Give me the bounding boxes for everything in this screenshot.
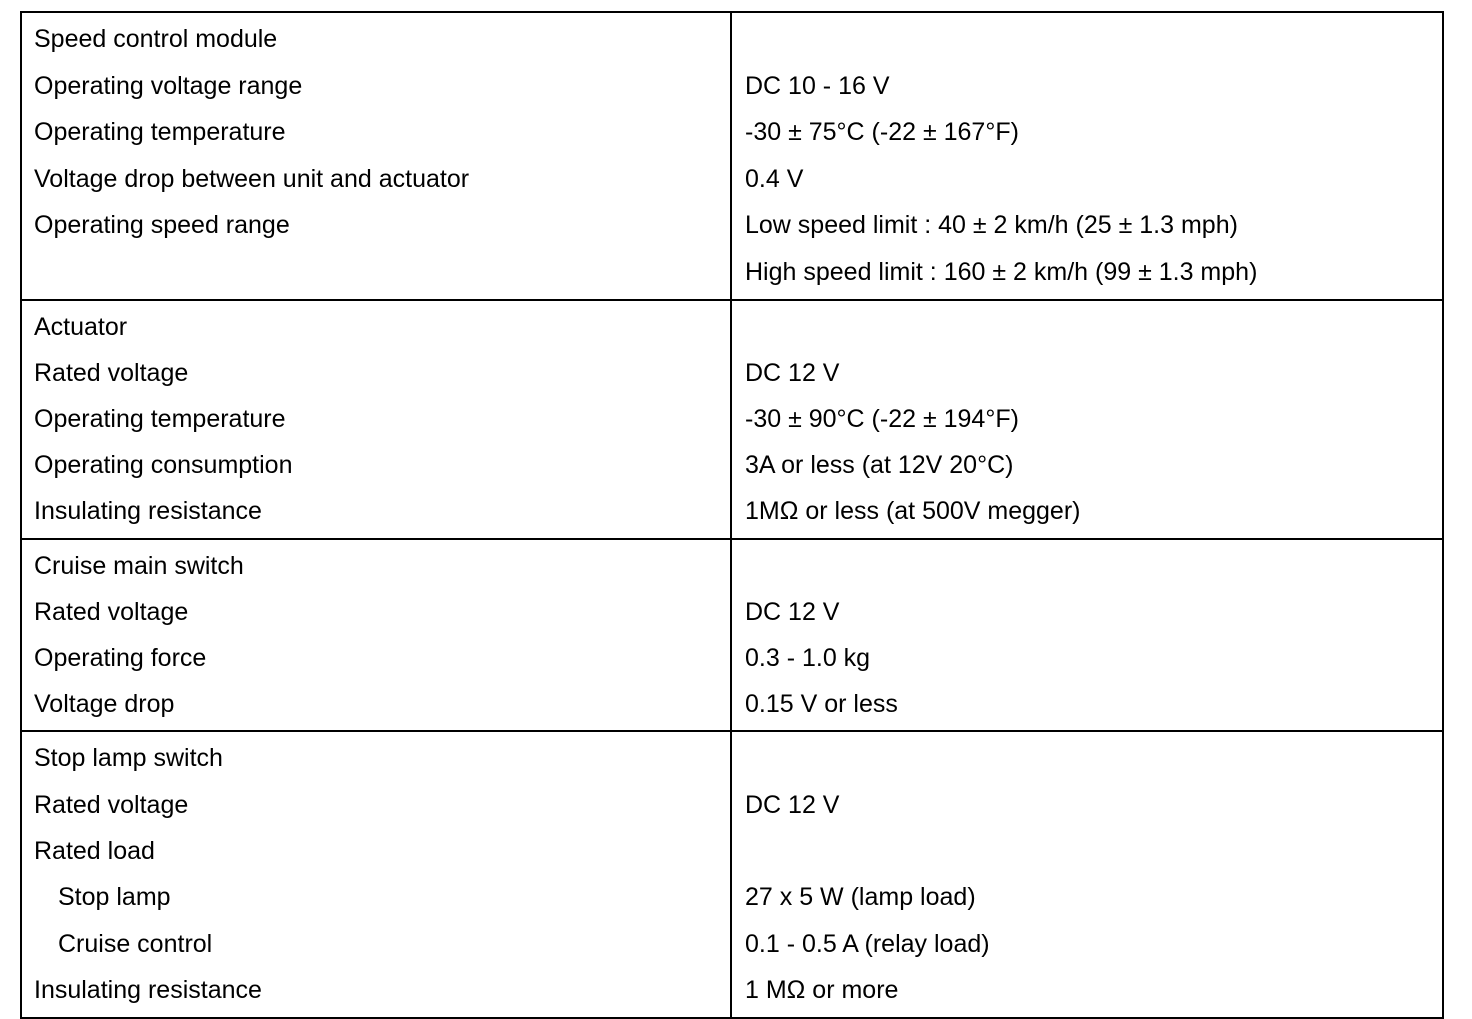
spec-value: DC 12 V xyxy=(745,790,840,819)
spec-label xyxy=(22,249,730,296)
spec-value xyxy=(732,828,1442,874)
spec-value: DC 10 - 16 V xyxy=(745,71,890,100)
spec-value: DC 12 V xyxy=(745,358,840,387)
spec-label: Voltage drop xyxy=(34,690,175,719)
section-heading: Actuator xyxy=(34,312,128,341)
value-column xyxy=(732,732,1442,1016)
section-heading: Speed control module xyxy=(34,25,278,53)
section-speed-control-module xyxy=(22,13,1442,299)
value-column xyxy=(732,301,1442,538)
spec-value: -30 ± 90°C (-22 ± 194°F) xyxy=(745,404,1019,433)
spec-value: 0.4 V xyxy=(745,164,804,193)
spec-value xyxy=(732,543,1442,589)
section-heading: Stop lamp switch xyxy=(34,744,223,773)
spec-value: 1MΩ or less (at 500V megger) xyxy=(745,497,1081,526)
spec-value: -30 ± 75°C (-22 ± 167°F) xyxy=(745,118,1019,147)
label-column xyxy=(22,301,732,538)
spec-label: Operating force xyxy=(34,643,207,672)
spec-label: Rated voltage xyxy=(34,358,189,387)
spec-value: DC 12 V xyxy=(745,597,840,626)
spec-value xyxy=(732,16,1442,63)
value-column xyxy=(732,13,1442,299)
spec-value xyxy=(732,304,1442,350)
spec-label: Operating temperature xyxy=(34,404,286,433)
spec-value: 27 x 5 W (lamp load) xyxy=(745,883,976,912)
spec-value: Low speed limit : 40 ± 2 km/h (25 ± 1.3 mph) xyxy=(745,211,1238,240)
spec-label: Insulating resistance xyxy=(34,497,262,526)
spec-label: Operating speed range xyxy=(34,211,290,240)
section-actuator xyxy=(22,299,1442,538)
spec-label: Cruise control xyxy=(58,929,213,958)
label-column xyxy=(22,732,732,1016)
spec-label: Rated voltage xyxy=(34,790,189,819)
spec-value: 3A or less (at 12V 20°C) xyxy=(745,451,1014,480)
spec-value: 0.15 V or less xyxy=(745,690,898,719)
spec-value xyxy=(732,735,1442,781)
spec-label: Operating voltage range xyxy=(34,71,303,100)
spec-label: Rated load xyxy=(34,837,155,866)
value-column xyxy=(732,540,1442,731)
spec-label: Stop lamp xyxy=(58,883,171,912)
section-stop-lamp-switch xyxy=(22,730,1442,1016)
spec-table xyxy=(20,11,1444,1019)
spec-value: 0.3 - 1.0 kg xyxy=(745,643,871,672)
spec-value: 1 MΩ or more xyxy=(745,976,899,1005)
spec-value: High speed limit : 160 ± 2 km/h (99 ± 1.3 mph) xyxy=(745,257,1258,286)
spec-label: Rated voltage xyxy=(34,597,189,626)
spec-label: Voltage drop between unit and actuator xyxy=(34,164,470,193)
spec-label: Operating consumption xyxy=(34,451,293,480)
label-column xyxy=(22,13,732,299)
section-heading: Cruise main switch xyxy=(34,551,244,580)
section-cruise-main-switch xyxy=(22,538,1442,731)
spec-label: Operating temperature xyxy=(34,118,286,147)
label-column xyxy=(22,540,732,731)
spec-label: Insulating resistance xyxy=(34,976,262,1005)
spec-value: 0.1 - 0.5 A (relay load) xyxy=(745,929,990,958)
